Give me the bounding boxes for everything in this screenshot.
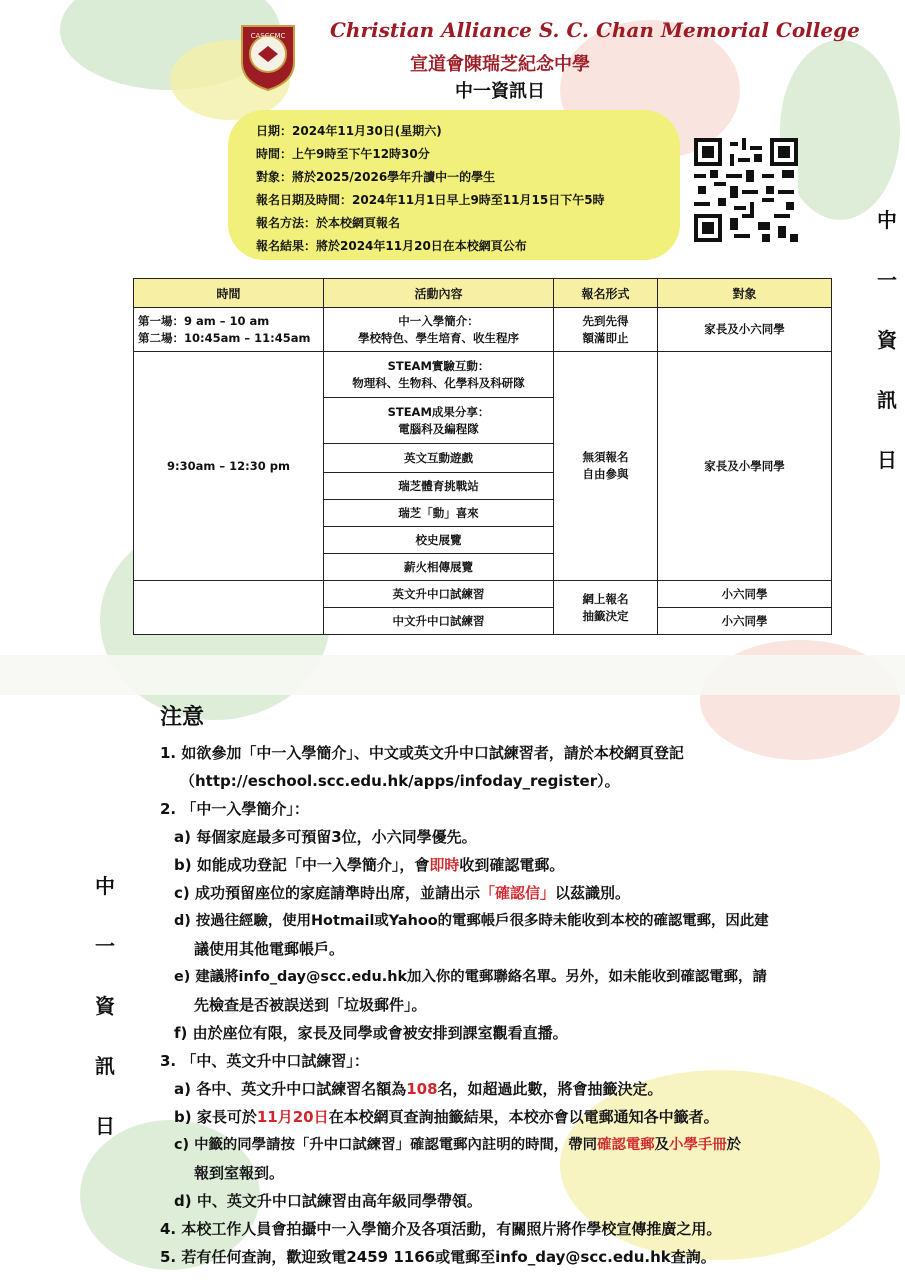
- block3-form: [554, 581, 658, 635]
- block3-time: [134, 581, 324, 635]
- note-3a: [160, 1075, 870, 1103]
- bg-blob-green-right: [780, 40, 900, 220]
- activity-line: 電腦科及編程隊: [398, 421, 479, 436]
- activity-cell: 瑞芝體育挑戰站: [324, 473, 554, 500]
- text: 於: [726, 1137, 742, 1153]
- school-logo: [236, 18, 300, 92]
- side-char: 中: [95, 874, 115, 898]
- block3-target-2: 小六同學: [658, 608, 832, 635]
- note-2e: e) 建議將info_day@scc.edu.hk加入你的電郵聯絡名單。另外，如未能收到確認電郵，請: [174, 969, 767, 985]
- activity-cell: 瑞芝「動」喜來: [324, 500, 554, 527]
- row1-time: [134, 308, 324, 352]
- side-char: 一: [95, 934, 115, 958]
- note-4: 4. 本校工作人員會拍攝中一入學簡介及各項活動，有關照片將作學校宣傳推廣之用。: [160, 1220, 722, 1238]
- text: 及: [654, 1137, 670, 1153]
- block2-form: [554, 352, 658, 581]
- text: 收到確認電郵。: [459, 856, 565, 874]
- form-line: 無須報名: [582, 450, 629, 465]
- text: 以茲識別。: [555, 884, 631, 902]
- side-char: 資: [877, 328, 897, 352]
- side-char: 訊: [877, 388, 897, 412]
- note-2b: [160, 851, 870, 879]
- header-content: 活動內容: [324, 279, 554, 308]
- activity-cell: 中文升中口試練習: [324, 608, 554, 635]
- text: b) 家長可於: [174, 1108, 257, 1126]
- note-3c: [160, 1131, 870, 1159]
- form-line: 自由參與: [582, 467, 629, 481]
- side-char: 日: [95, 1114, 115, 1138]
- note-3b: [160, 1103, 870, 1131]
- activity-line: STEAM實驗互動：: [387, 358, 490, 373]
- highlight-text: 確認電郵: [597, 1137, 655, 1153]
- activity-cell: 校史展覽: [324, 527, 554, 554]
- row1-target: 家長及小六同學: [658, 308, 832, 352]
- table-row: [134, 352, 832, 398]
- highlight-text: 小學手冊: [669, 1137, 727, 1153]
- note-2a: a) 每個家庭最多可預留3位，小六同學優先。: [174, 828, 477, 846]
- header-form: 報名形式: [554, 279, 658, 308]
- row1-form: [554, 308, 658, 352]
- activity-cell: 英文升中口試練習: [324, 581, 554, 608]
- highlight-text: 11月20日: [256, 1108, 329, 1126]
- logo-text: CASCCMC: [250, 32, 286, 40]
- note-2f: f) 由於座位有限，家長及同學或會被安排到課室觀看直播。: [174, 1024, 568, 1042]
- info-target: 對象：將於2025/2026學年升讀中一的學生: [256, 170, 496, 184]
- side-char: 日: [877, 448, 897, 472]
- event-title: 中一資訊日: [455, 81, 545, 102]
- notes-title: 注意: [160, 705, 205, 730]
- note-1-url[interactable]: （http://eschool.scc.edu.hk/apps/infoday_register）。: [180, 772, 620, 790]
- form-line: 抽籤決定: [582, 608, 629, 623]
- side-char: 中: [877, 208, 897, 232]
- text: b) 如能成功登記「中一入學簡介」，會: [174, 856, 430, 874]
- activity-cell: 薪火相傳展覽: [324, 554, 554, 581]
- content-line: 中一入學簡介：: [398, 313, 479, 328]
- note-3d: d) 中、英文升中口試練習由高年級同學帶領。: [174, 1192, 482, 1210]
- side-char: 資: [95, 994, 115, 1018]
- school-name-zh: 宣道會陳瑞芝紀念中學: [410, 54, 590, 75]
- note-1: 1. 如欲參加「中一入學簡介」、中文或英文升中口試練習者，請於本校網頁登記: [160, 744, 684, 762]
- block2-time: 9:30am – 12:30 pm: [134, 352, 324, 581]
- activity-line: 物理科、生物科、化學科及科研隊: [352, 375, 525, 390]
- side-label-left: [92, 870, 118, 1170]
- note-2d: d) 按過往經驗，使用Hotmail或Yahoo的電郵帳戶很多時未能收到本校的確認電郵，因此建: [174, 913, 769, 929]
- table-header-row: [134, 279, 832, 308]
- qr-code[interactable]: [694, 138, 798, 242]
- highlight-text: 108: [406, 1080, 438, 1098]
- notes-section: [160, 700, 870, 1271]
- block2-target: 家長及小學同學: [658, 352, 832, 581]
- activity-cell: 英文互動遊戲: [324, 444, 554, 473]
- note-3c-cont: 報到室報到。: [194, 1164, 285, 1182]
- info-time: 時間：上午9時至下午12時30分: [256, 147, 430, 161]
- activity-line: STEAM成果分享：: [387, 404, 490, 419]
- row1-content: [324, 308, 554, 352]
- time-session-2: 第二場：10:45am – 11:45am: [138, 330, 311, 345]
- note-2d-cont: 議使用其他電郵帳戶。: [194, 940, 345, 958]
- content-line: 學校特色、學生培育、收生程序: [358, 330, 519, 345]
- info-result: 報名結果：將於2024年11月20日在本校網頁公布: [256, 239, 527, 253]
- form-line: 額滿即止: [582, 330, 629, 345]
- note-2e-cont: 先檢查是否被誤送到「垃圾郵件」。: [194, 996, 427, 1014]
- highlight-text: 「確認信」: [479, 884, 555, 902]
- text: 名，如超過此數，將會抽籤決定。: [437, 1080, 663, 1098]
- text: 在本校網頁查詢抽籤結果，本校亦會以電郵通知各中籤者。: [328, 1108, 719, 1126]
- side-char: 一: [877, 268, 897, 292]
- schedule-table: [133, 278, 832, 635]
- activity-cell: [324, 352, 554, 398]
- header-target: 對象: [658, 279, 832, 308]
- block3-target-1: 小六同學: [658, 581, 832, 608]
- info-date: 日期：2024年11月30日(星期六): [256, 124, 442, 138]
- activity-cell: [324, 398, 554, 444]
- info-registration-method: 報名方法：於本校網頁報名: [256, 216, 401, 230]
- table-row: [134, 308, 832, 352]
- page-divider: [0, 655, 905, 695]
- header-time: 時間: [134, 279, 324, 308]
- note-2c: [160, 879, 870, 907]
- text: c) 中籤的同學請按「升中口試練習」確認電郵內註明的時間，帶同: [174, 1137, 598, 1153]
- note-3: 3. 「中、英文升中口試練習」：: [160, 1052, 369, 1070]
- school-name-en: Christian Alliance S. C. Chan Memorial College: [330, 18, 860, 42]
- note-2: 2. 「中一入學簡介」：: [160, 800, 309, 818]
- text: c) 成功預留座位的家庭請準時出席，並請出示: [174, 884, 480, 902]
- side-char: 訊: [95, 1054, 115, 1078]
- form-line: 網上報名: [582, 591, 629, 606]
- table-row: [134, 581, 832, 608]
- highlight-text: 即時: [429, 856, 460, 874]
- time-session-1: 第一場：9 am – 10 am: [138, 313, 270, 328]
- text: a) 各中、英文升中口試練習名額為: [174, 1080, 407, 1098]
- form-line: 先到先得: [582, 313, 629, 328]
- side-label-right: [874, 210, 900, 510]
- info-registration-period: 報名日期及時間：2024年11月1日早上9時至11月15日下午5時: [256, 193, 605, 207]
- note-5: 5. 若有任何查詢，歡迎致電2459 1166或電郵至info_day@scc.edu.hk查詢。: [160, 1248, 716, 1266]
